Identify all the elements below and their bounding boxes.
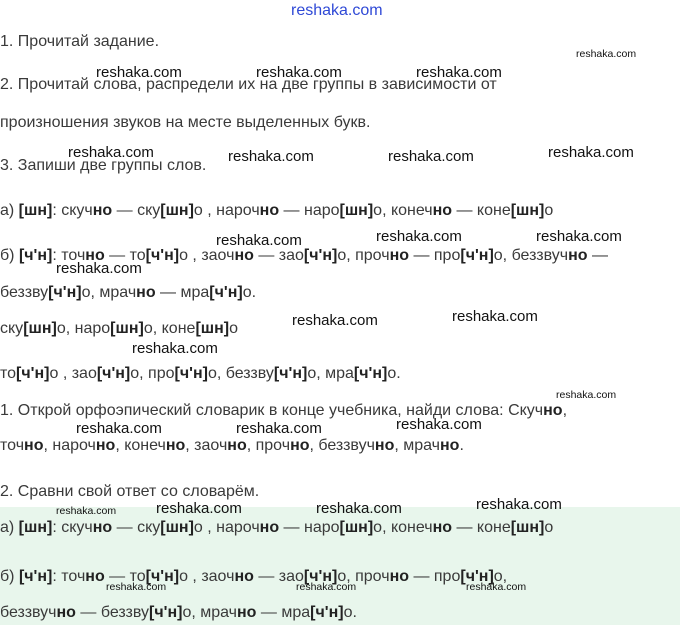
text-segment: 1. Прочитай задание. — [0, 33, 160, 50]
text-segment: ску — [0, 320, 24, 337]
text-segment: то — [0, 365, 17, 382]
text-segment: — беззву — [75, 604, 150, 621]
highlighted-letters: [шн] — [18, 202, 53, 219]
watermark[interactable]: reshaka.com — [106, 581, 167, 593]
text-segment: — — [587, 247, 608, 264]
text-segment: о — [544, 202, 554, 219]
highlighted-letters: но — [259, 202, 280, 219]
text-segment: о , нароч — [193, 202, 260, 219]
task-1-text — [0, 32, 159, 52]
text-segment: — про — [409, 247, 461, 264]
highlighted-letters: [шн] — [510, 202, 545, 219]
highlighted-letters: [ч'н] — [149, 604, 183, 621]
text-segment: : скуч — [52, 519, 93, 536]
highlighted-letters: [шн] — [23, 320, 57, 337]
watermark[interactable]: reshaka.com — [236, 420, 322, 437]
text-segment: б) — [0, 568, 19, 585]
text-segment: о. — [387, 365, 401, 382]
text-segment: , мрач — [394, 437, 441, 454]
watermark[interactable]: reshaka.com — [316, 500, 402, 517]
text-segment: о, беззвуч — [493, 247, 569, 264]
highlighted-letters: но — [95, 437, 116, 454]
text-segment: о , заоч — [179, 568, 235, 585]
highlighted-letters: но — [389, 568, 409, 585]
highlighted-letters: но — [389, 247, 409, 264]
highlighted-letters: [ч'н] — [303, 247, 338, 264]
watermark[interactable]: reshaka.com — [576, 48, 637, 60]
highlighted-letters: но — [165, 437, 186, 454]
text-segment: о, проч — [337, 568, 390, 585]
highlighted-letters: [шн] — [160, 519, 194, 536]
final-b-line-2 — [0, 603, 357, 623]
text-segment: о, конеч — [373, 519, 433, 536]
text-segment: о — [229, 320, 238, 337]
highlighted-letters: [ч'н] — [96, 365, 131, 382]
text-segment: — мра — [155, 284, 210, 301]
text-segment: о, про — [130, 365, 175, 382]
text-segment: , конеч — [115, 437, 166, 454]
highlighted-letters: [ч'н] — [145, 247, 180, 264]
text-segment: — зао — [253, 247, 304, 264]
highlighted-letters: [ч'н] — [16, 365, 50, 382]
group-1-line — [0, 319, 238, 339]
answer-a-line — [0, 201, 553, 221]
watermark[interactable]: reshaka.com — [452, 308, 538, 325]
task-4-words — [0, 436, 464, 456]
watermark[interactable]: reshaka.com — [256, 64, 342, 81]
highlighted-letters: [шн] — [160, 202, 194, 219]
highlighted-letters: [ч'н] — [174, 365, 208, 382]
text-segment: беззву — [0, 284, 49, 301]
text-segment: беззвуч — [0, 604, 57, 621]
highlighted-letters: [шн] — [195, 320, 230, 337]
highlighted-letters: но — [440, 437, 460, 454]
text-segment: : точ — [52, 247, 86, 264]
highlighted-letters: но — [234, 568, 254, 585]
text-segment: 1. Открой орфоэпический словарик в конце учебника, найди слова: Скуч — [0, 402, 544, 419]
watermark[interactable]: reshaka.com — [228, 148, 314, 165]
highlighted-letters: но — [290, 437, 310, 454]
highlighted-letters: но — [92, 202, 113, 219]
watermark[interactable]: reshaka.com — [132, 340, 218, 357]
group-2-line — [0, 364, 401, 384]
text-segment: 2. Прочитай слова, распредели их на две группы в зависимости от — [0, 76, 497, 93]
text-segment: о, — [493, 568, 508, 585]
text-segment: : скуч — [52, 202, 93, 219]
highlighted-letters: но — [85, 247, 105, 264]
text-segment: о, мрач — [182, 604, 238, 621]
watermark[interactable]: reshaka.com — [548, 144, 634, 161]
text-segment: , заоч — [185, 437, 228, 454]
text-segment: — зао — [253, 568, 304, 585]
highlighted-letters: но — [543, 402, 563, 419]
highlighted-letters: [ч'н] — [273, 365, 308, 382]
text-segment: , беззвуч — [309, 437, 375, 454]
highlighted-letters: но — [56, 604, 76, 621]
text-segment: о, коне — [143, 320, 196, 337]
highlighted-letters: но — [227, 437, 247, 454]
watermark[interactable]: reshaka.com — [216, 232, 302, 249]
text-segment: , проч — [246, 437, 291, 454]
highlighted-letters: [ч'н] — [460, 568, 494, 585]
text-segment: , нароч — [43, 437, 96, 454]
watermark[interactable]: reshaka.com — [536, 228, 622, 245]
final-a-line — [0, 518, 553, 538]
text-segment: о , нароч — [193, 519, 260, 536]
highlighted-letters: но — [24, 437, 44, 454]
watermark[interactable]: reshaka.com — [56, 260, 142, 277]
highlighted-letters: но — [374, 437, 395, 454]
text-segment: о, мра — [307, 365, 354, 382]
text-segment: : точ — [52, 568, 86, 585]
text-segment: о, наро — [56, 320, 111, 337]
text-segment: — ску — [112, 202, 161, 219]
highlighted-letters: но — [568, 247, 588, 264]
watermark[interactable]: reshaka.com — [416, 64, 502, 81]
text-segment: — то — [104, 247, 146, 264]
watermark[interactable]: reshaka.com — [376, 228, 462, 245]
watermark-top[interactable]: reshaka.com — [291, 2, 383, 19]
highlighted-letters: [ч'н] — [48, 284, 82, 301]
text-segment: о , зао — [49, 365, 97, 382]
text-segment: 3. Запиши две группы слов. — [0, 157, 207, 174]
text-segment: о. — [242, 284, 257, 301]
highlighted-letters: но — [85, 568, 105, 585]
highlighted-letters: [ч'н] — [303, 568, 338, 585]
text-segment: о, мрач — [81, 284, 137, 301]
highlighted-letters: но — [237, 604, 257, 621]
text-segment: произношения звуков на месте выделенных букв. — [0, 114, 371, 131]
highlighted-letters: но — [136, 284, 156, 301]
text-segment: о, беззву — [207, 365, 274, 382]
watermark[interactable]: reshaka.com — [96, 64, 182, 81]
highlighted-letters: [шн] — [339, 202, 374, 219]
final-b-line-1 — [0, 567, 507, 587]
text-segment: о — [544, 519, 554, 536]
highlighted-letters: но — [234, 247, 254, 264]
text-segment: , — [562, 402, 568, 419]
text-segment: — то — [104, 568, 146, 585]
highlighted-letters: [ч'н] — [460, 247, 494, 264]
text-segment: — ску — [112, 519, 161, 536]
text-segment: о, конеч — [373, 202, 433, 219]
highlighted-letters: [шн] — [510, 519, 545, 536]
highlighted-letters: [ч'н] — [145, 568, 180, 585]
watermark[interactable]: reshaka.com — [56, 505, 117, 517]
text-segment: о , заоч — [179, 247, 235, 264]
watermark[interactable]: reshaka.com — [466, 581, 527, 593]
text-segment: точ — [0, 437, 25, 454]
text-segment: а) — [0, 202, 19, 219]
text-segment: — коне — [452, 202, 511, 219]
text-segment: — коне — [452, 519, 511, 536]
watermark[interactable]: reshaka.com — [476, 496, 562, 513]
highlighted-letters: [ч'н] — [209, 284, 243, 301]
watermark[interactable]: reshaka.com — [76, 420, 162, 437]
text-segment: . — [459, 437, 464, 454]
watermark[interactable]: reshaka.com — [556, 389, 617, 401]
highlighted-letters: но — [432, 519, 453, 536]
highlighted-letters: [ч'н] — [18, 247, 53, 264]
text-segment: б) — [0, 247, 19, 264]
text-segment: — мра — [256, 604, 311, 621]
task-4-text — [0, 401, 567, 421]
highlighted-letters: [шн] — [18, 519, 53, 536]
watermark[interactable]: reshaka.com — [156, 500, 242, 517]
highlighted-letters: [шн] — [110, 320, 144, 337]
watermark[interactable]: reshaka.com — [388, 148, 474, 165]
highlighted-letters: [ч'н] — [310, 604, 344, 621]
watermark[interactable]: reshaka.com — [296, 581, 357, 593]
highlighted-letters: но — [432, 202, 453, 219]
text-segment: — про — [409, 568, 461, 585]
text-segment: — наро — [279, 202, 340, 219]
watermark[interactable]: reshaka.com — [68, 144, 154, 161]
text-segment: а) — [0, 519, 19, 536]
task-2-text-cont — [0, 113, 370, 133]
task-5-text — [0, 482, 259, 502]
text-segment: — наро — [279, 519, 340, 536]
answer-b-line-2 — [0, 283, 256, 303]
highlighted-letters: но — [259, 519, 280, 536]
highlighted-letters: [ч'н] — [18, 568, 53, 585]
text-segment: 2. Сравни свой ответ со словарём. — [0, 483, 260, 500]
highlighted-letters: [ч'н] — [353, 365, 388, 382]
highlighted-letters: но — [92, 519, 113, 536]
highlighted-letters: [шн] — [339, 519, 374, 536]
watermark[interactable]: reshaka.com — [396, 416, 482, 433]
text-segment: о. — [343, 604, 357, 621]
text-segment: о, проч — [337, 247, 390, 264]
watermark[interactable]: reshaka.com — [292, 312, 378, 329]
